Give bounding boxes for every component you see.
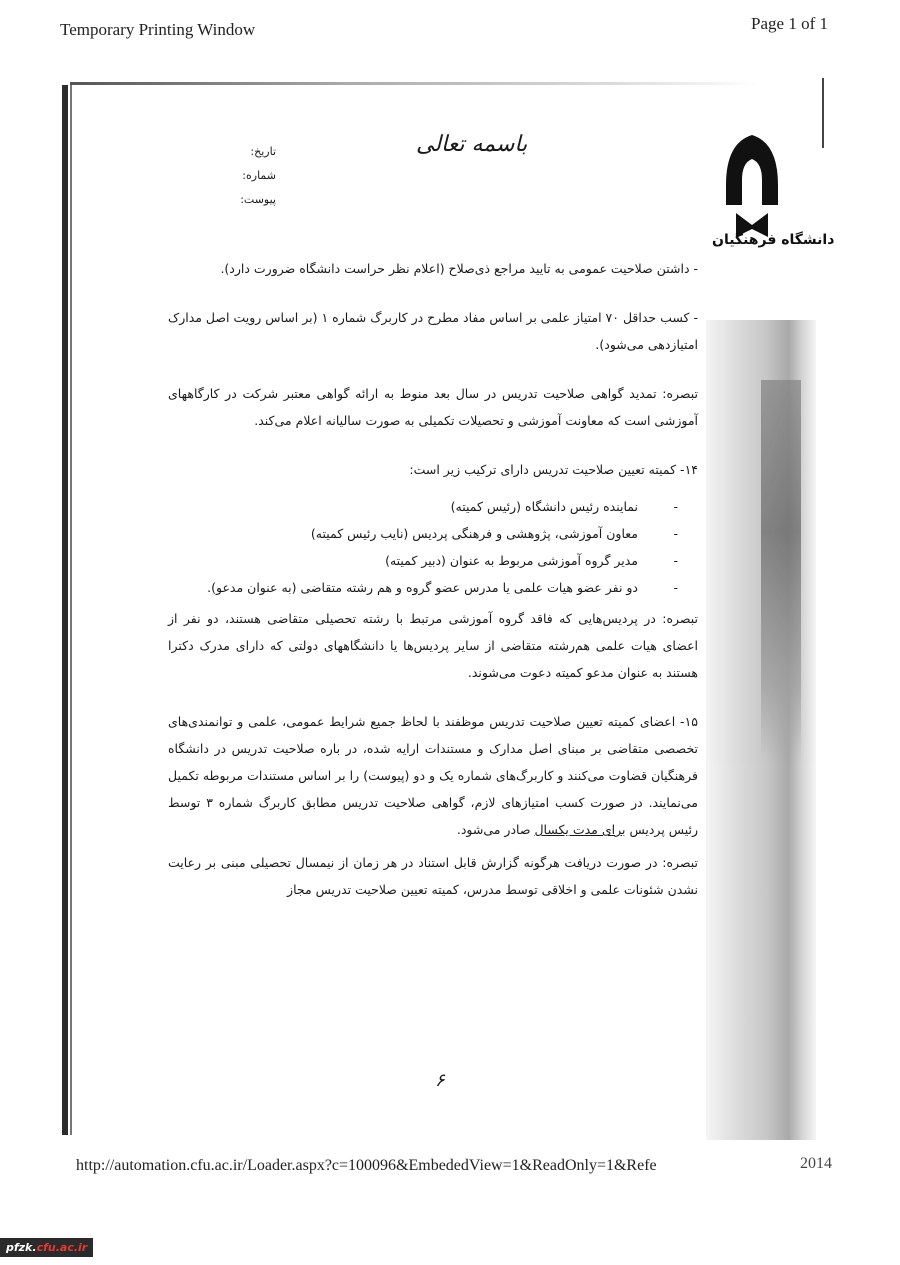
letter-meta (226, 140, 276, 212)
number-label: شماره: (242, 169, 276, 182)
note-misconduct: تبصره: در صورت دریافت هرگونه گزارش قابل استناد در هر زمان از نیمسال تحصیلی مبنی بر رعایت نشدن شئونات علمی و اخلاقی توسط مدرس، کمیته تعیین صلاحیت تدریس مجاز (168, 855, 698, 897)
attachment-label: پیوست: (240, 193, 276, 206)
committee-members-list (168, 493, 698, 601)
item-14-heading: ۱۴- کمیته تعیین صلاحیت تدریس دارای ترکیب زیر است: (409, 462, 698, 477)
university-name: دانشگاه فرهنگیان (712, 232, 835, 248)
item-15-paragraph (168, 708, 698, 843)
paragraph-condition-1: - داشتن صلاحیت عمومی به تایید مراجع ذی‌صلاح (اعلام نظر حراست دانشگاه ضرورت دارد). (220, 261, 698, 276)
watermark-prefix: pfzk (6, 1241, 33, 1254)
note-renewal: تبصره: تمدید گواهی صلاحیت تدریس در سال بعد منوط به ارائه گواهی معتبر شرکت در کارگاههای آموزشی است که معاونت آموزشی و تحصیلات تکمیلی به صورت سالیانه اعلام می‌کند. (168, 386, 698, 428)
item-15-text-end: صادر می‌شود. (456, 822, 535, 837)
list-item: - مدیر گروه آموزشی مربوط به عنوان (دبیر کمیته) (168, 547, 658, 574)
browser-title: Temporary Printing Window (60, 20, 256, 39)
document-body (168, 255, 698, 925)
university-logo-icon (716, 125, 788, 245)
date-label: تاریخ: (250, 145, 276, 158)
scan-right-mark (822, 78, 824, 148)
note-external-members: تبصره: در پردیس‌هایی که فاقد گروه آموزشی مرتبط با رشته تحصیلی متقاضی هستند، دو نفر از اعضای هیات علمی هم‌رشته متقاضی از سایر پردیس‌ها یا دانشگاههای دولتی که دارای مدرک دکترا هستند به عنوان مدعو کمیته دعوت می‌شوند. (168, 611, 698, 680)
basmala-heading: باسمه تعالی (416, 132, 528, 157)
watermark-domain: cfu.ac.ir (36, 1241, 88, 1254)
paragraph-condition-2: - کسب حداقل ۷۰ امتیاز علمی بر اساس مفاد مطرح در کاربرگ شماره ۱ (بر اساس رویت اصل مدارک امتیازدهی می‌شود). (168, 310, 698, 352)
scan-top-edge (70, 82, 760, 85)
footer-year: 2014 (800, 1155, 832, 1172)
list-item: - معاون آموزشی، پژوهشی و فرهنگی پردیس (نایب رئیس کمیته) (168, 520, 658, 547)
watermark-badge: pfzk.cfu.ac.ir (0, 1238, 93, 1257)
scan-left-edge (62, 85, 68, 1135)
scan-left-edge-shadow (70, 85, 72, 1135)
page-indicator: Page 1 of 1 (751, 14, 828, 33)
footer-url: http://automation.cfu.ac.ir/Loader.aspx?c=100096&EmbededView=1&ReadOnly=1&Refe (76, 1157, 657, 1174)
item-15-text: ۱۵- اعضای کمیته تعیین صلاحیت تدریس موظفند با لحاظ جمیع شرایط عمومی، علمی و توانمندی‌های تخصصی متقاضی بر مبنای اصل مدارک و مستندات ارایه شده، در باره صلاحیت تدریس در دانشگاه فرهنگیان قضاوت می‌کنند و کاربرگ‌های شماره یک و دو (پیوست) را بر اساس مستندات مربوطه تکمیل می‌نمایند. در صورت کسب امتیازهای لازم، گواهی صلاحیت تدریس مطابق کاربرگ شماره ۳ توسط رئیس پردیس (168, 714, 699, 837)
item-15-underlined: برای مدت یکسال (534, 822, 626, 837)
list-item: - نماینده رئیس دانشگاه (رئیس کمیته) (168, 493, 658, 520)
scan-shadow-strip (706, 320, 816, 1140)
list-item: - دو نفر عضو هیات علمی یا مدرس عضو گروه و هم رشته متقاضی (به عنوان مدعو). (168, 574, 658, 601)
page-number: ۶ (435, 1070, 445, 1091)
